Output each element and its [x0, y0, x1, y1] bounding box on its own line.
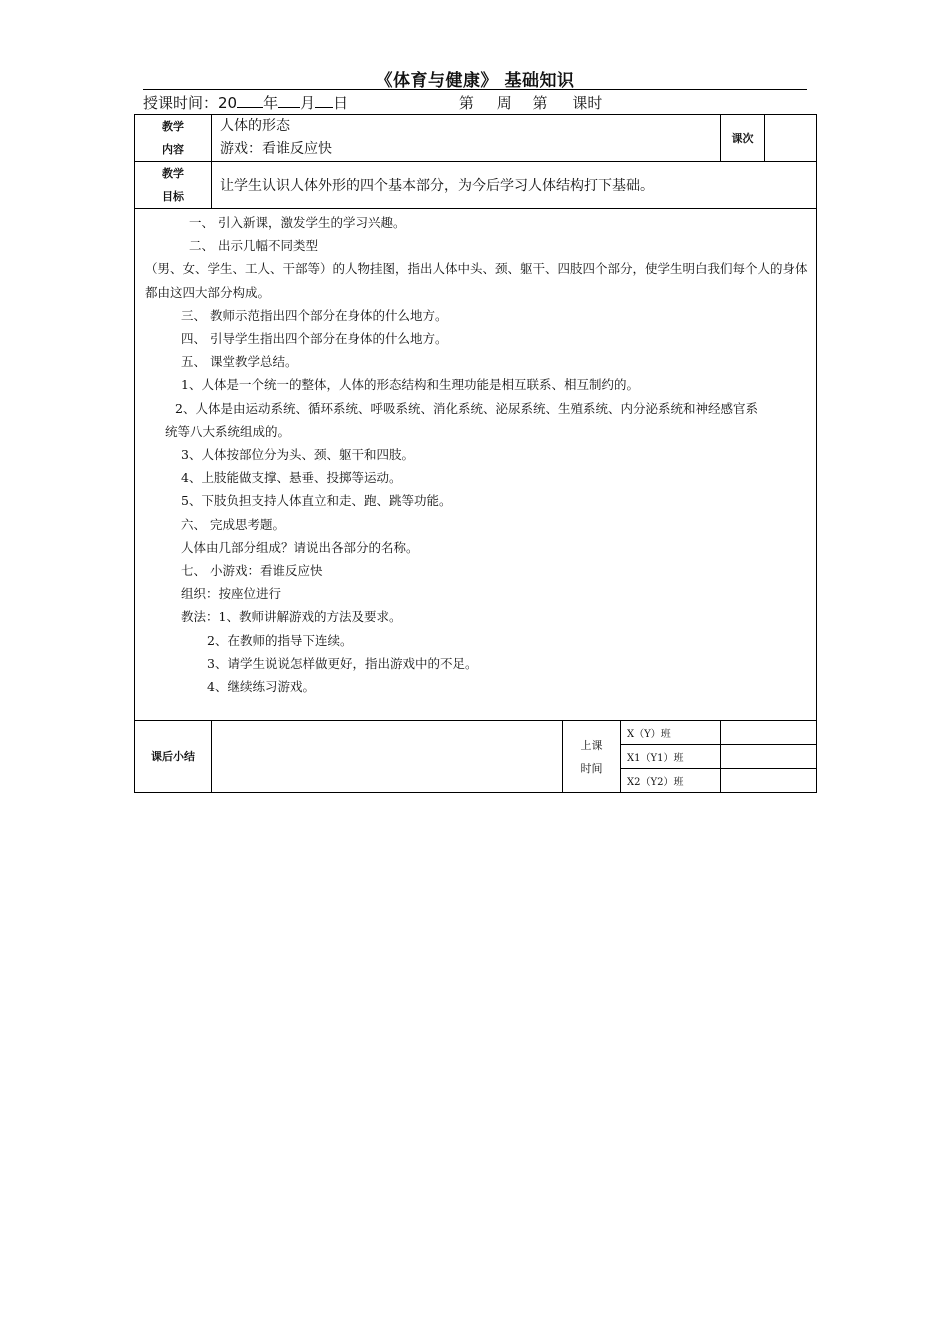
class-time-3 [721, 769, 817, 793]
lesson-no-value [765, 115, 817, 162]
class-name-2: X1（Y1）班 [621, 745, 721, 769]
content-row [135, 115, 817, 162]
class-time-1 [721, 721, 817, 745]
month-blank [278, 93, 300, 108]
period-prefix: 第 [532, 94, 548, 112]
content-line-1: 人体的形态 [220, 118, 290, 134]
body-line: 二、 出示几幅不同类型 [189, 238, 318, 254]
lesson-body [135, 209, 817, 721]
document-title: 《体育与健康》 基础知识 [375, 71, 575, 91]
summary-content [212, 721, 563, 793]
body-line: 2、在教师的指导下连续。 [207, 632, 353, 648]
summary-label-cell: 课后小结 [135, 721, 212, 793]
class-row-1 [135, 721, 817, 745]
year-blank [237, 93, 263, 108]
content-line-2: 游戏：看谁反应快 [220, 141, 332, 157]
month-label: 月 [300, 94, 316, 112]
content-cell [212, 115, 721, 162]
day-label: 日 [333, 94, 349, 112]
class-time-2 [721, 745, 817, 769]
day-blank [315, 93, 333, 108]
goal-label-cell: 教学 目标 [135, 162, 212, 209]
year-label: 年 [263, 94, 279, 112]
body-line: 七、 小游戏：看谁反应快 [181, 563, 323, 579]
period-label: 课时 [572, 94, 603, 112]
class-time-label: 上课 时间 [563, 721, 621, 793]
body-line: 五、 课堂教学总结。 [181, 354, 298, 370]
lesson-no-label: 课次 [721, 115, 765, 162]
week-label: 周 [496, 94, 512, 112]
lesson-plan-table [134, 114, 817, 721]
body-line: 1、人体是一个统一的整体，人体的形态结构和生理功能是相互联系、相互制约的。 [181, 377, 639, 393]
body-line: 三、 教师示范指出四个部分在身体的什么地方。 [181, 307, 448, 323]
body-line: 四、 引导学生指出四个部分在身体的什么地方。 [181, 331, 448, 347]
class-name-1: X（Y）班 [621, 721, 721, 745]
body-line: 2、人体是由运动系统、循环系统、呼吸系统、消化系统、泌尿系统、生殖系统、内分泌系统和神经感官系 [175, 400, 758, 416]
goal-row [135, 162, 817, 209]
body-line: 六、 完成思考题。 [181, 516, 285, 532]
title-underline [143, 89, 807, 90]
body-line: （男、女、学生、工人、干部等）的人物挂图，指出人体中头、颈、躯干、四肢四个部分，使学生明白我们每个人的身体都由这四大部分构成。 [145, 261, 808, 300]
time-label: 授课时间：20 [143, 94, 238, 112]
body-line: 组织：按座位进行 [181, 586, 282, 602]
body-line: 5、下肢负担支持人体直立和走、跑、跳等功能。 [181, 493, 452, 509]
body-line: 4、继续练习游戏。 [207, 679, 315, 695]
body-row [135, 209, 817, 721]
body-line: 3、人体按部位分为头、颈、躯干和四肢。 [181, 447, 414, 463]
class-name-3: X2（Y2）班 [621, 769, 721, 793]
body-line: 一、 引入新课，激发学生的学习兴趣。 [189, 215, 406, 230]
body-line: 人体由几部分组成？请说出各部分的名称。 [181, 539, 419, 555]
goal-text: 让学生认识人体外形的四个基本部分，为今后学习人体结构打下基础。 [212, 162, 817, 209]
week-prefix: 第 [458, 94, 474, 112]
content-label-cell: 教学 内容 [135, 115, 212, 162]
body-line: 4、上肢能做支撑、悬垂、投掷等运动。 [181, 470, 402, 486]
body-line: 3、请学生说说怎样做更好，指出游戏中的不足。 [207, 655, 478, 671]
lesson-meta-line [143, 92, 602, 114]
summary-table [134, 720, 817, 793]
body-line: 统等八大系统组成的。 [165, 423, 291, 439]
body-line: 教法：1、教师讲解游戏的方法及要求。 [181, 609, 402, 625]
